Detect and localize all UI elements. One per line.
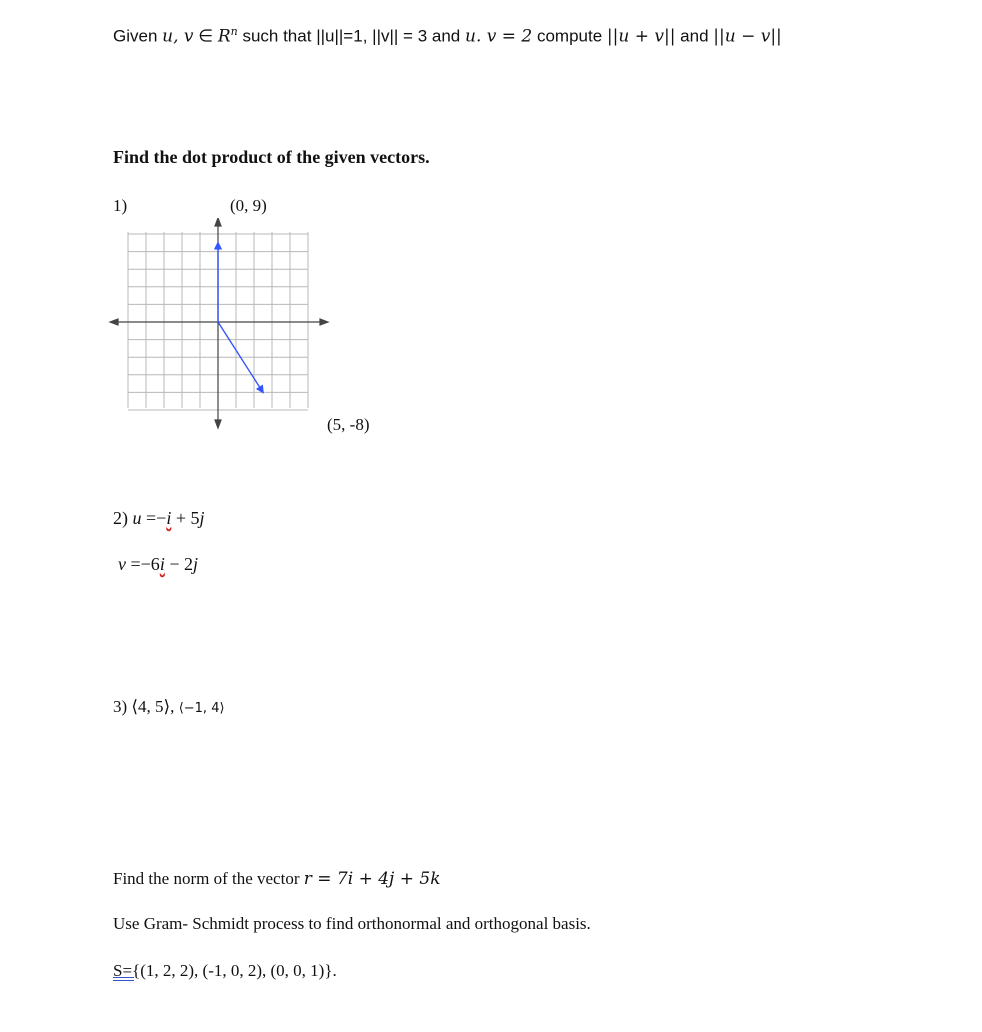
problem-3	[113, 697, 225, 717]
given-word: Given	[113, 26, 158, 46]
problem-2-label: 2)	[113, 508, 128, 528]
x-axis-arrow-left	[110, 319, 118, 325]
u-name: u	[132, 508, 142, 528]
set-s	[113, 961, 337, 981]
space-r: R	[217, 26, 231, 47]
u-equals: =	[146, 508, 157, 528]
set-s-prefix: S=	[113, 961, 133, 980]
section-heading: Find the dot product of the given vectors.	[113, 147, 430, 167]
vector-1-arrowhead	[215, 243, 221, 249]
compute-word: compute	[536, 26, 603, 46]
y-axis-arrow-up	[215, 218, 221, 226]
problem-1-label: 1)	[113, 196, 128, 215]
y-axis-arrow-down	[215, 420, 221, 428]
element-of-symbol: ∈	[198, 26, 214, 46]
problem-2-u	[113, 508, 205, 529]
vars-uv: u, v	[162, 26, 194, 47]
target-sum-norm: ||u + v||	[606, 26, 676, 47]
vector-2-arrowhead	[257, 386, 263, 393]
u-plus-five: + 5	[175, 508, 200, 528]
v-j-unit: j	[192, 554, 198, 574]
target-diff-norm: ||u − v||	[713, 26, 782, 47]
and-word-1: and	[431, 26, 461, 46]
condition-u: ||u||=1,	[316, 26, 368, 46]
norm-question-text: Find the norm of the vector	[113, 869, 300, 888]
u-minus: −	[156, 508, 167, 528]
x-axis-arrow-right	[320, 319, 328, 325]
problem-3-vector-2: ⟨−1, 4⟩	[178, 701, 225, 716]
and-word-2: and	[680, 26, 709, 46]
v-minus-two: − 2	[169, 554, 193, 574]
such-that: such that	[242, 26, 312, 46]
vector-graph	[108, 218, 330, 432]
u-i-unit: i	[166, 508, 172, 528]
v-name: v	[118, 554, 126, 574]
condition-dot: u. v = 2	[465, 26, 533, 47]
norm-question-expr: r = 7i + 4j + 5k	[303, 869, 441, 889]
set-s-vectors: (1, 2, 2), (-1, 0, 2), (0, 0, 1)}.	[140, 961, 337, 980]
v-i-unit: i	[159, 554, 165, 574]
vector-a-label: (0, 9)	[230, 196, 267, 215]
problem-3-label: 3)	[113, 697, 128, 716]
gram-schmidt-question: Use Gram- Schmidt process to find orthonormal and orthogonal basis.	[113, 914, 591, 933]
v-minus-six: −6	[140, 554, 160, 574]
condition-v: ||v|| = 3	[372, 26, 428, 46]
set-s-brace: {	[132, 961, 141, 980]
problem-3-vector-1: ⟨4, 5⟩,	[131, 697, 175, 716]
question-norms	[113, 25, 782, 47]
vector-b-label: (5, -8)	[327, 415, 370, 434]
problem-2-v	[118, 554, 198, 575]
v-equals: =	[130, 554, 141, 574]
u-j-unit: j	[199, 508, 205, 528]
space-exponent: n	[230, 25, 238, 38]
norm-question	[113, 869, 441, 889]
